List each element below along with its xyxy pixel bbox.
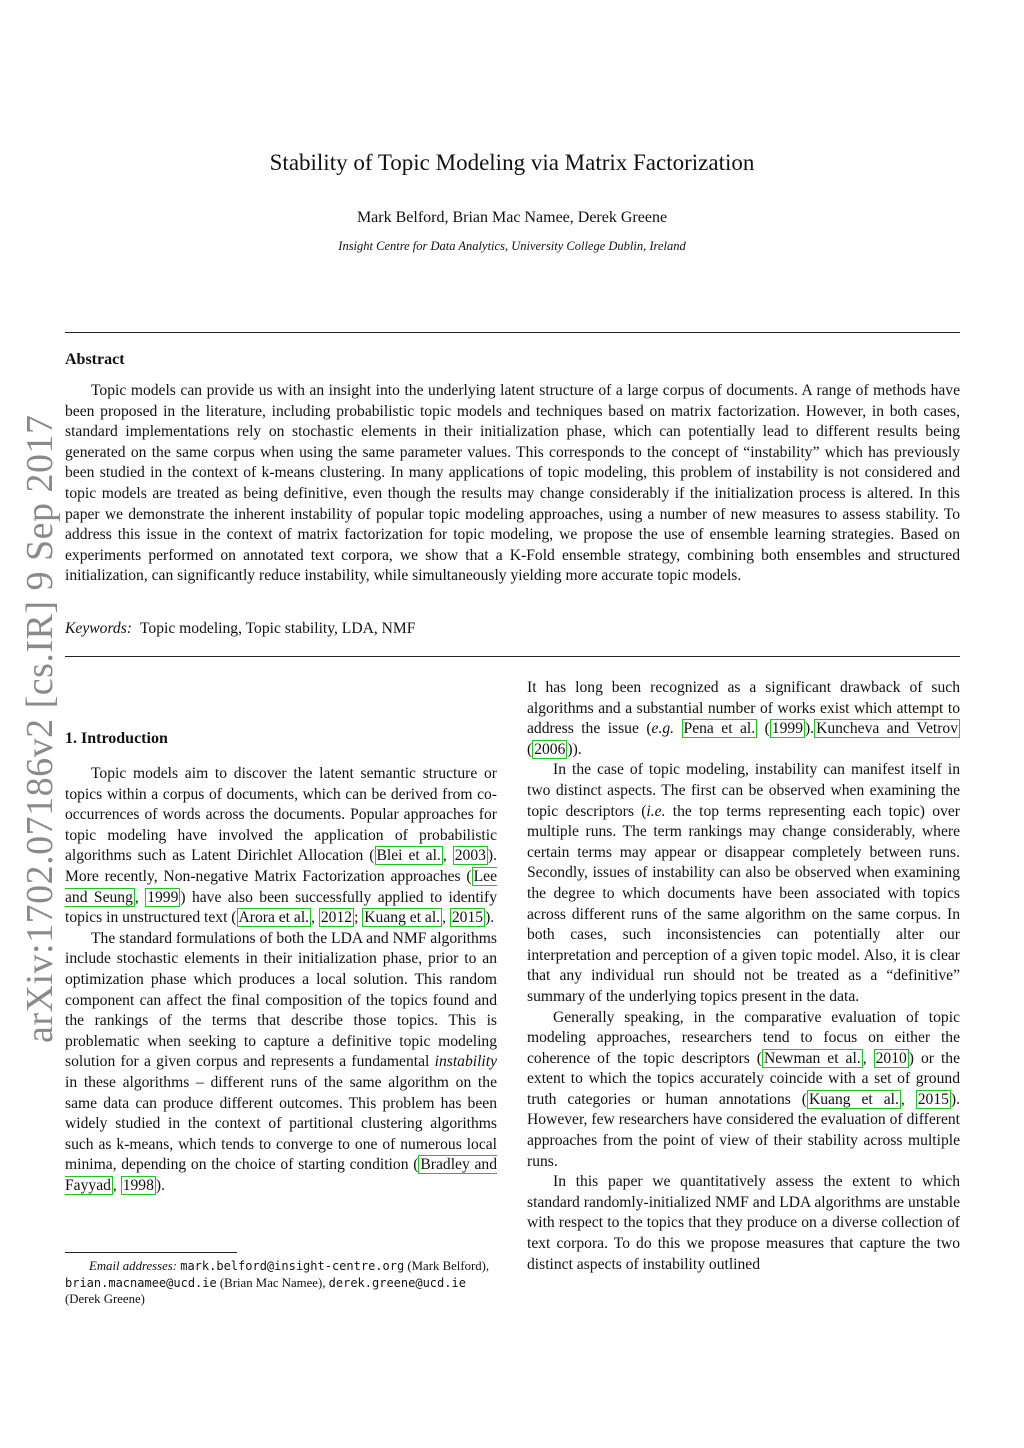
keywords-label: Keywords:: [65, 620, 132, 637]
email-link[interactable]: mark.belford@insight-centre.org: [180, 1259, 405, 1273]
citation-link[interactable]: Newman et al.: [764, 1049, 861, 1067]
right-column: [527, 678, 960, 1275]
email-link[interactable]: derek.greene@ucd.ie: [328, 1275, 466, 1290]
intro-paragraph-1: Topic models aim to discover the latent semantic structure or topics within a corpus of documents, which can be derived from co-occurrences of words across the documents. Popular approaches for topic modeling have involved the application of probabilistic algorithms such as Latent Dirichlet Allocation ( Blei et al. , 2003 ). More recently, Non-negative Matrix Factorization approaches ( Lee and Seung , 1999 ) have also been successfully applied to identify topics in unstructured text ( Arora et al. , 2012 ; Kuang et al. , 2015 ).: [65, 765, 497, 927]
citation-link[interactable]: 2010: [875, 1049, 907, 1067]
left-column: [65, 730, 497, 1196]
paper-title: Stability of Topic Modeling via Matrix Factorization: [269, 150, 755, 175]
author-list: Mark Belford, Brian Mac Namee, Derek Greene: [356, 209, 668, 226]
arxiv-identifier: arXiv:1702.07186v2 [cs.IR] 9 Sep 2017: [19, 414, 61, 1043]
intro-paragraph-3: It has long been recognized as a significant drawback of such algorithms and a substantial number of works exist which attempt to address the issue (e.g. Pena et al. ( 1999 ). Kuncheva and Vetrov ( 2006 )).: [527, 679, 960, 758]
citation-link[interactable]: 1998: [122, 1176, 154, 1194]
keywords-text: Topic modeling, Topic stability, LDA, NMF: [140, 620, 416, 637]
citation-link[interactable]: 1999: [771, 720, 803, 738]
intro-paragraph-5: Generally speaking, in the comparative evaluation of topic modeling approaches, researchers tend to focus on either the coherence of the topic descriptors ( Newman et al. , 2010 ) or the extent to which the topics accurately coincide with a set of ground truth categories or human annotations ( Kuang et al. , 2015 ). However, few researchers have considered the evaluation of different approaches from the point of view of their stability across multiple runs.: [527, 1008, 961, 1170]
citation-link[interactable]: 2015: [451, 909, 484, 927]
footnote-divider: [65, 1252, 237, 1253]
abstract-bottom-divider: [65, 656, 960, 657]
intro-paragraph-4: In the case of topic modeling, instability can manifest itself in two distinct aspects. The first can be observed when examining the topic descriptors (i.e. the top terms representing each topic) over multiple runs. The term rankings may change considerably, where certain terms may appear or disappear completely between runs. Secondly, issues of instability can also be observed when examining the degree to which documents have been associated with topics across different runs of the same algorithm on the same corpus. In both cases, such inconsistencies can potentially alter our interpretation and perception of a given topic model. Also, it is clear that any individual run should not be treated as a “definitive” summary of the underlying topics present in the data.: [527, 761, 960, 1005]
citation-link[interactable]: 2003: [454, 847, 486, 865]
citation-link[interactable]: Pena et al.: [683, 720, 756, 738]
intro-paragraph-6: In this paper we quantitatively assess the extent to which standard randomly-initialized NMF and LDA algorithms are unstable with respect to the topics that they produce on a diverse collection of text corpora. To do this we propose measures that capture the two distinct aspects of instability outlined: [527, 1173, 960, 1273]
citation-link[interactable]: 2006: [534, 740, 566, 758]
citation-link[interactable]: Blei et al.: [376, 847, 441, 865]
citation-link[interactable]: Arora et al.: [238, 909, 310, 927]
citation-link[interactable]: 2012: [320, 909, 353, 927]
top-divider: [65, 332, 960, 333]
keywords: [65, 620, 415, 638]
intro-paragraph-2: The standard formulations of both the LDA and NMF algorithms include stochastic elements in their initialization phase, prior to an optimization phase which produces a local solution. This random component can affect the final composition of the topics found and the rankings of the terms that describe those topics. This is problematic when seeking to capture a definitive topic modeling solution for a given corpus and represents a fundamental instability in these algorithms – different runs of the same algorithm on the same data can produce different outcomes. This problem has been widely studied in the context of partitional clustering algorithms such as k-means, which tends to converge to one of numerous local minima, depending on the choice of starting condition ( Bradley and Fayyad , 1998 ).: [65, 929, 497, 1194]
affiliation: Insight Centre for Data Analytics, University College Dublin, Ireland: [338, 239, 686, 253]
footnote-label: Email addresses:: [89, 1259, 178, 1273]
abstract-heading: Abstract: [65, 351, 125, 368]
abstract-text: Topic models can provide us with an insight into the underlying latent structure of a large corpus of documents. A range of methods have been proposed in the literature, including probabilistic topic models and techniques based on matrix factorization. However, in both cases, standard implementations rely on stochastic elements in their initialization phase, which can potentially lead to different results being generated on the same corpus when using the same parameter values. This corresponds to the concept of “instability” which has previously been studied in the context of k-means clustering. In many applications of topic modeling, this problem of instability is not considered and topic models are treated as being definitive, even though the results may change considerably if the initialization process is altered. In this paper we demonstrate the inherent instability of popular topic modeling approaches, using a number of new measures to assess stability. To address this issue in the context of matrix factorization for topic modeling, we propose the use of ensemble learning strategies. Based on experiments performed on annotated text corpora, we show that a K-Fold ensemble strategy, combining both ensembles and structured initialization, can significantly reduce instability, while simultaneously yielding more accurate topic models.: [65, 382, 960, 585]
citation-link[interactable]: Bradley and Fayyad: [65, 1156, 497, 1194]
section-heading-introduction: 1. Introduction: [65, 730, 168, 747]
citation-link[interactable]: 1999: [147, 888, 179, 906]
citation-link[interactable]: Kuang et al.: [364, 909, 441, 927]
citation-link[interactable]: Kuncheva and Vetrov: [816, 720, 958, 738]
citation-link[interactable]: 2015: [917, 1090, 949, 1108]
email-link[interactable]: brian.macnamee@ucd.ie: [65, 1275, 217, 1290]
citation-link[interactable]: Kuang et al.: [808, 1090, 899, 1108]
footnote-emails: Email addresses: mark.belford@insight-centre.org (Mark Belford), brian.macnamee@ucd.ie (Brian Mac Namee), derek.greene@ucd.ie (Derek Greene): [65, 1259, 490, 1306]
citation-link[interactable]: Lee and Seung: [65, 867, 497, 906]
